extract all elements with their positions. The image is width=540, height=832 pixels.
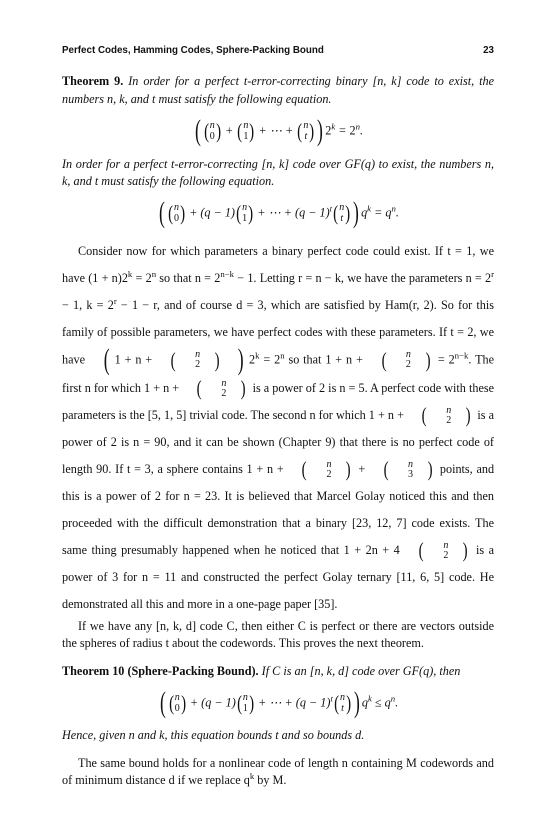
theorem-10-statement	[62, 663, 494, 680]
equation-binary: ( ( n 0 ) + ( n 1 ) + ⋯ + ( n t ) ) $2^k = 2^n$.	[194, 115, 364, 148]
para1-s6: − 1 − r, and of course d = 3, which are satisfied by Ham(r, 2). So for this family of possible parameters, we have perfect codes with these parameters. If t = 2, we have	[62, 297, 495, 367]
para1-s13: is a power of 3 for n = 11 and constructed the perfect Golay ternary [11, 6, 5] code. He demonstrated all this and more in a one-page paper [35].	[62, 542, 495, 611]
para1-s10: is a power of 2 is n = 5. A perfect code with these parameters is the [5, 1, 5] trivial code. The second n for which 1 + n +	[62, 380, 495, 422]
equation-q-ary: ( ( n 0 ) + (q − 1) ( n 1 ) + ⋯ + $(q - 1)^t$ ( n t ) ) $q^k = q^n$.	[159, 197, 399, 230]
theorem-9-label: Theorem 9.	[62, 74, 124, 89]
running-header	[62, 42, 494, 59]
para1-s5: − 1, k = 2	[62, 297, 114, 312]
para1-s7: so that 1 + n +	[288, 352, 363, 367]
theorem-10-text-1: If C is an [n, k, d] code over GF(q), then	[261, 663, 461, 678]
para1-s8: = 2	[437, 352, 455, 367]
equation-sphere-packing-bound: ( ( n 0 ) + (q − 1) ( n 1 ) + ⋯ + $(q - 1)^t$ ( n t ) ) $q^k \le q^n$.	[159, 687, 399, 720]
running-title: Perfect Codes, Hamming Codes, Sphere-Packing Bound	[62, 45, 324, 56]
para1-s3: so that n = 2	[156, 270, 221, 285]
theorem-10-label: Theorem 10 (Sphere-Packing Bound).	[62, 663, 259, 678]
para1-s4: − 1. Letting r = n − k, we have the parameters n = 2	[234, 270, 492, 285]
theorem-9-text-2: In order for a perfect t-error-correcting [n, k] code over GF(q) to exist, the numbers n, k, and t must satisfy the following equation.	[62, 156, 494, 188]
theorem-9-statement	[62, 73, 494, 108]
para1-s9: . The first n for which 1 + n +	[62, 352, 495, 395]
para1-s12: points, and this is a power of 2 for n = 23. It is believed that Marcel Golay noticed this and then proceeded with the difficult demonstration that a binary [23, 12, 7] code exists. The same thing presumably happened when he noticed that 1 + 2n + 4	[62, 461, 495, 557]
para3-end: by M.	[254, 773, 287, 788]
para3-text: The same bound holds for a nonlinear code of length n containing M codewords and of minimum distance d if we replace q	[62, 755, 494, 788]
paragraph-binary-perfect-codes: Consider now for which parameters a binary perfect code could exist. If t = 1, we have $(1 + n)2^k = 2^n$ so that $n = 2^{n-k} - 1$. Letting r = n − k, we have the parameters $n = 2^r - 1$, $k = 2^r - 1 - r$, and of course d = 3, which are satisfied by Ham(r, 2). So for this family of possible parameters, we have perfect codes with these parameters. If t = 2, we have ( 1 + n + ( n 2 ) ) $2^k = 2^n$ so that 1 + n + ( n 2 ) = $2^{n-k}$. The first n for which 1 + n + ( n 2 ) is a power of 2 is n = 5. A perfect code with these parameters is the [5, 1, 5] trivial code. The second n for which 1 + n + ( n 2 ) is a power of 2 is n = 90, and it can be shown (Chapter 9) that there is no perfect code of length 90. If t = 3, a sphere contains 1 + n + ( n 2 ) + ( n 3 ) points, and this is a power of 2 for n = 23. It is believed that Marcel Golay noticed this and then proceeded with the difficult demonstration that a binary [23, 12, 7] code exists. The same thing presumably happened when he noticed that 1 + 2n + 4 ( n 2 ) is a power of 3 for n = 11 and constructed the perfect Golay ternary [11, 6, 5] code. He demonstrated all this and more in a one-page paper [35].	[62, 243, 495, 611]
para1-s2: = 2	[132, 270, 152, 285]
theorem-9-text-1: In order for a perfect t-error-correcting binary [n, k] code to exist, the numbers n, k, and t must satisfy the following equation.	[62, 74, 495, 106]
paragraph-spheres: If we have any [n, k, d] code C, then either C is perfect or there are vectors outside the spheres of radius t about the codewords. This proves the next theorem.	[62, 618, 494, 651]
para1-s11: is a power of 2 is n = 90, and it can be shown (Chapter 9) that there is no perfect code of length 90. If t = 3, a sphere contains 1 + n +	[62, 407, 495, 476]
page-number: 23	[483, 45, 494, 56]
paragraph-nonlinear-bound: The same bound holds for a nonlinear code of length n containing M codewords and of minimum distance d if we replace $q^k$ by M.	[62, 755, 494, 788]
para1-s1: Consider now for which parameters a binary perfect code could exist. If t = 1, we have (1 + n)2	[62, 243, 494, 285]
theorem-10-text-2: Hence, given n and k, this equation bounds t and so bounds d.	[62, 728, 365, 743]
